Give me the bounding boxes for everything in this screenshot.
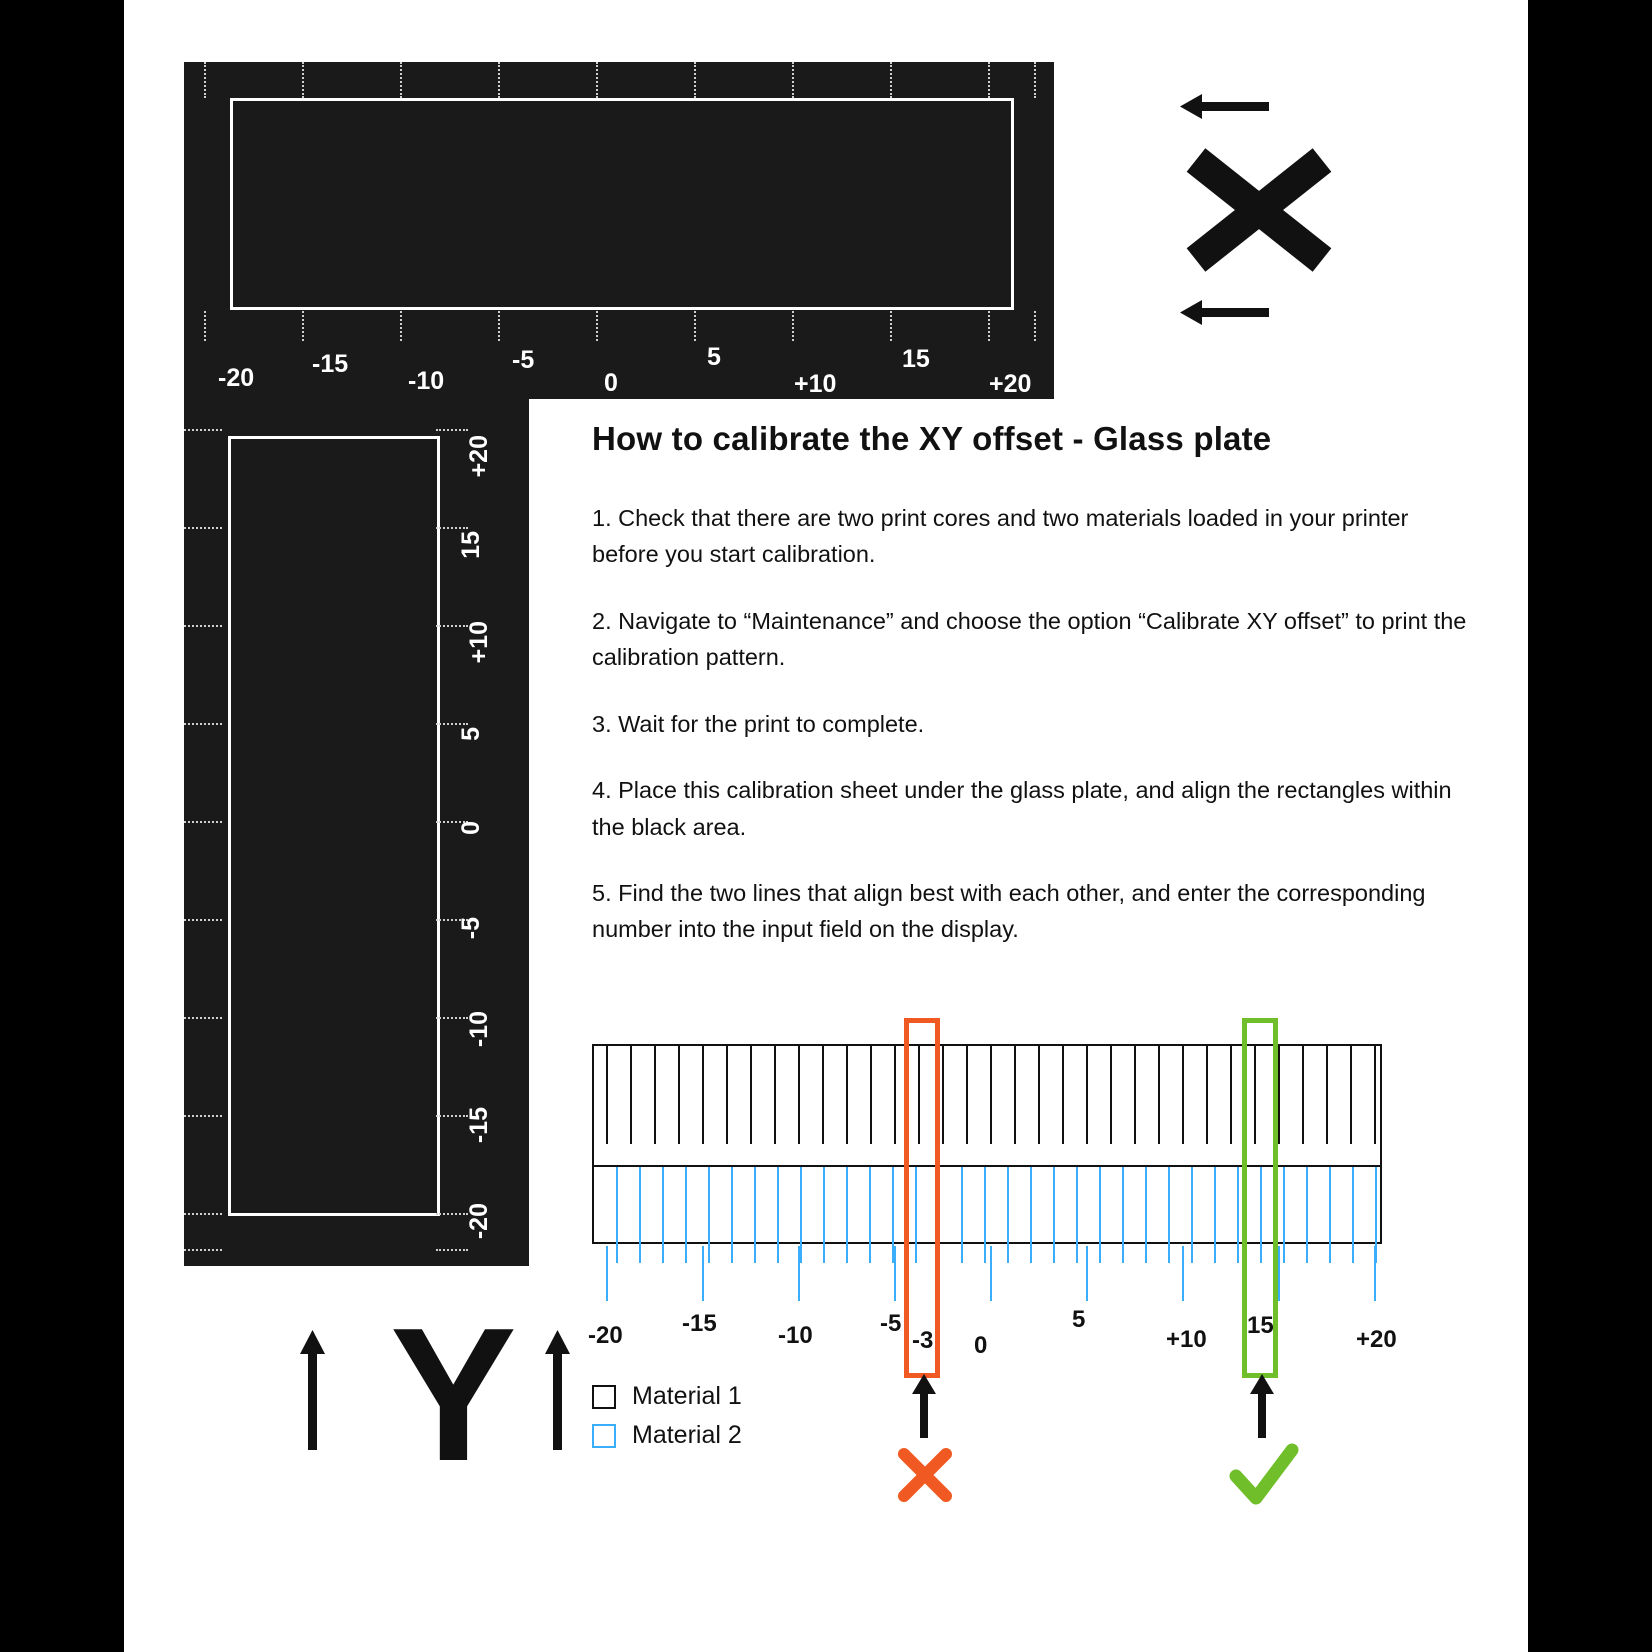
comb-legend (592, 1382, 742, 1460)
incorrect-selection-box (904, 1018, 940, 1378)
instruction-step: 5. Find the two lines that align best with each other, and enter the corresponding number into the input field on the display. (592, 879, 1426, 943)
material-2-swatch-icon (592, 1424, 616, 1448)
y-tick-label: 15 (457, 531, 485, 559)
comb-good-label: 15 (1247, 1312, 1274, 1339)
y-axis-indicator (284, 1289, 604, 1600)
comb-tick-label: -10 (778, 1322, 813, 1349)
y-tick-label: -15 (465, 1107, 493, 1144)
legend-label: Material 2 (632, 1421, 742, 1449)
material-1-swatch-icon (592, 1385, 616, 1409)
y-axis-letter: Y (390, 1289, 517, 1501)
x-tick-label: 0 (604, 369, 618, 397)
comb-tick-label: -20 (588, 1322, 623, 1349)
comb-tick-label: -15 (682, 1310, 717, 1337)
page-title: How to calibrate the XY offset - Glass plate (592, 420, 1272, 457)
y-axis-arrow-left (284, 1328, 344, 1458)
instruction-step: 2. Navigate to “Maintenance” and choose the option “Calibrate XY offset” to print the calibration pattern. (592, 607, 1467, 671)
x-calibration-block (184, 62, 1054, 399)
y-tick-label: 5 (457, 727, 485, 741)
x-tick-label: +10 (794, 370, 837, 398)
instructions-panel (592, 420, 1472, 978)
x-tick-label: 5 (707, 343, 721, 371)
comb-tick-label: 0 (974, 1332, 988, 1359)
legend-item (592, 1382, 742, 1411)
comb-tick-label: -5 (880, 1310, 902, 1337)
y-tick-label: -10 (465, 1011, 493, 1048)
x-tick-label: -10 (408, 367, 445, 395)
y-calibration-block (184, 399, 529, 1266)
y-tick-label: 0 (457, 821, 485, 835)
comb-pattern-diagram (588, 1022, 1472, 1582)
y-tick-label: +10 (465, 621, 493, 664)
instruction-step: 1. Check that there are two print cores and two materials loaded in your printer before you start calibration. (592, 505, 1409, 568)
legend-label: Material 1 (632, 1382, 742, 1410)
x-tick-label: -5 (512, 346, 535, 374)
x-tick-label: +20 (989, 370, 1032, 398)
y-scale-labels (459, 399, 519, 1266)
comb-tick-label: 5 (1072, 1306, 1086, 1333)
comb-bad-label: -3 (912, 1327, 934, 1354)
instruction-step: 4. Place this calibration sheet under the glass plate, and align the rectangles within the black area. (592, 777, 1452, 840)
incorrect-arrow-up-icon (902, 1374, 946, 1440)
check-marker-icon (1228, 1442, 1300, 1508)
y-tick-label: +20 (465, 435, 493, 478)
x-tick-label: 15 (902, 345, 930, 373)
x-tick-label: -20 (218, 364, 255, 392)
x-tick-label: -15 (312, 350, 349, 378)
x-axis-indicator (1174, 75, 1374, 345)
x-scale-labels (184, 334, 1054, 398)
calibration-sheet (124, 0, 1528, 1652)
comb-tick-label: +20 (1356, 1326, 1397, 1353)
comb-tick-label: +10 (1166, 1326, 1207, 1353)
y-axis-arrow-right (529, 1328, 589, 1458)
y-tick-label: -20 (465, 1203, 493, 1240)
cross-marker-icon (892, 1442, 958, 1508)
x-axis-arrows-and-letter (1174, 75, 1374, 345)
instruction-step: 3. Wait for the print to complete. (592, 710, 925, 737)
legend-item (592, 1421, 742, 1450)
correct-arrow-up-icon (1240, 1374, 1284, 1440)
y-tick-label: -5 (457, 917, 485, 940)
